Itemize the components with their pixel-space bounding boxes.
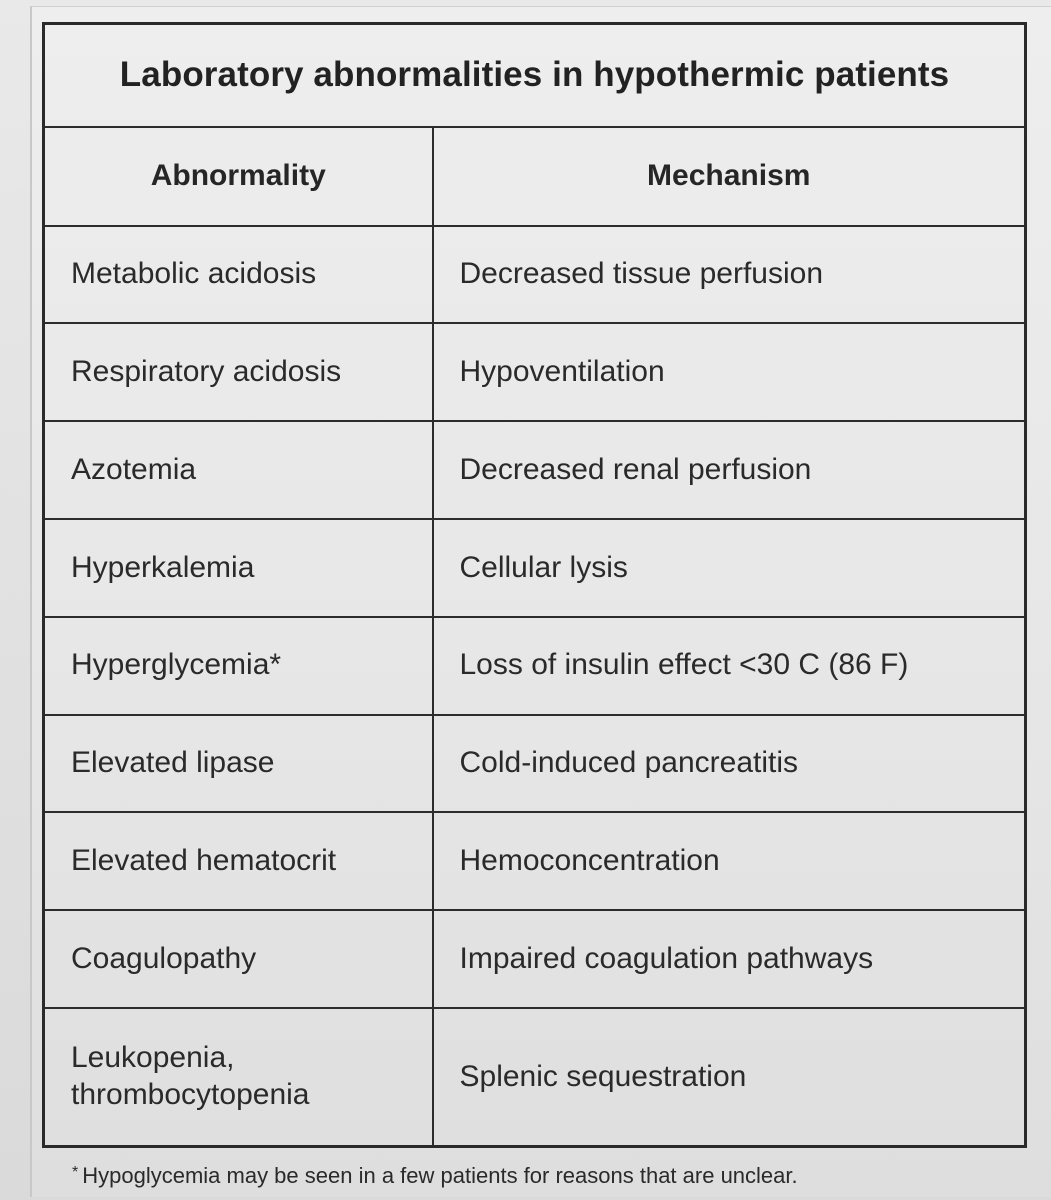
abnormality-cell: Hyperkalemia <box>44 519 433 617</box>
table-row <box>44 1008 1026 1147</box>
mechanism-cell: Hypoventilation <box>433 323 1026 421</box>
abnormality-cell: Metabolic acidosis <box>44 226 433 324</box>
lab-abnormalities-table <box>42 22 1027 1148</box>
footnote <box>72 1163 798 1189</box>
footnote-text: Hypoglycemia may be seen in a few patients for reasons that are unclear. <box>82 1163 798 1188</box>
abnormality-line: thrombocytopenia <box>71 1077 310 1111</box>
table-row <box>44 715 1026 813</box>
abnormality-cell <box>44 1008 433 1147</box>
table-row <box>44 519 1026 617</box>
column-header-mechanism: Mechanism <box>433 127 1026 226</box>
column-header-abnormality: Abnormality <box>44 127 433 226</box>
table-row <box>44 910 1026 1008</box>
mechanism-cell: Splenic sequestration <box>433 1008 1026 1147</box>
mechanism-cell: Cellular lysis <box>433 519 1026 617</box>
abnormality-cell: Elevated hematocrit <box>44 812 433 910</box>
footnote-marker: * <box>72 1164 79 1181</box>
abnormality-cell: Azotemia <box>44 421 433 519</box>
table-row <box>44 617 1026 715</box>
abnormality-cell: Coagulopathy <box>44 910 433 1008</box>
table-row <box>44 421 1026 519</box>
table-header-row <box>44 127 1026 226</box>
table-row <box>44 226 1026 324</box>
table-row <box>44 812 1026 910</box>
mechanism-cell: Cold-induced pancreatitis <box>433 715 1026 813</box>
abnormality-cell: Hyperglycemia* <box>44 617 433 715</box>
table-row <box>44 323 1026 421</box>
mechanism-cell: Decreased renal perfusion <box>433 421 1026 519</box>
mechanism-cell: Decreased tissue perfusion <box>433 226 1026 324</box>
mechanism-cell: Impaired coagulation pathways <box>433 910 1026 1008</box>
abnormality-line: Leukopenia, <box>71 1041 235 1075</box>
mechanism-cell: Hemoconcentration <box>433 812 1026 910</box>
mechanism-cell: Loss of insulin effect <30 C (86 F) <box>433 617 1026 715</box>
abnormality-cell: Elevated lipase <box>44 715 433 813</box>
abnormality-cell: Respiratory acidosis <box>44 323 433 421</box>
table-title-row <box>44 24 1026 127</box>
table-title: Laboratory abnormalities in hypothermic patients <box>44 24 1026 127</box>
